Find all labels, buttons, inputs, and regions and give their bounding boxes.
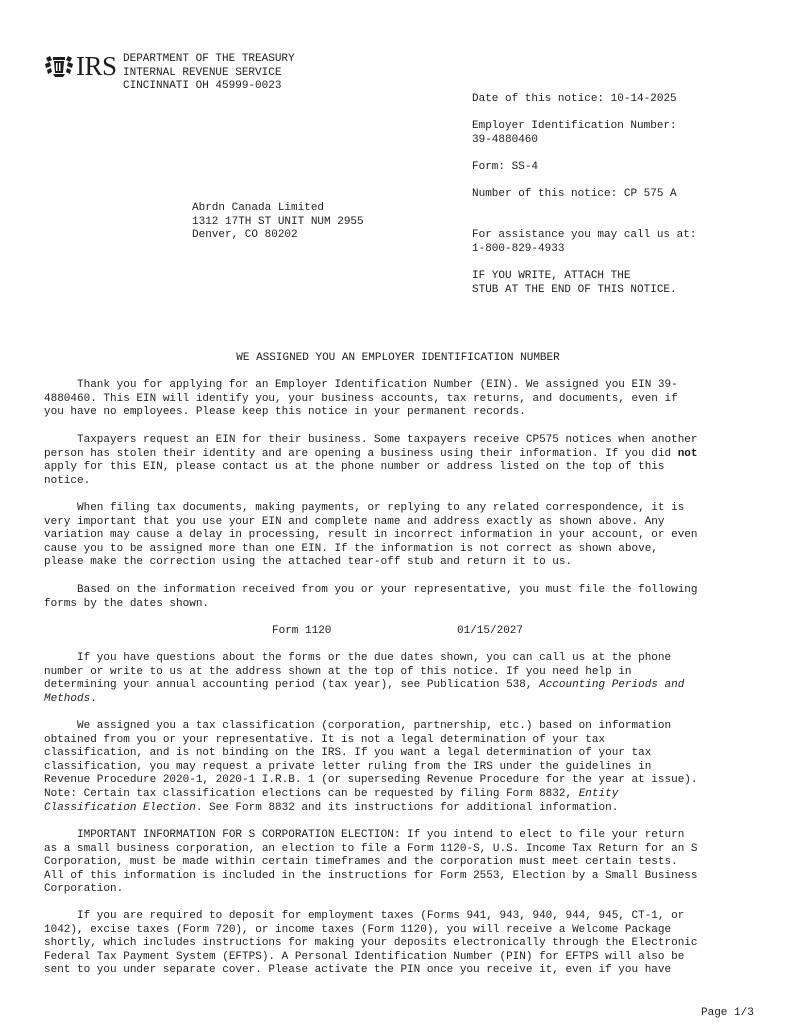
para-line: cause you to be assigned more than one EIN. If the information is not correct as shown above,: [44, 542, 658, 555]
paragraph-ein-assigned: [44, 379, 764, 420]
publication-title: Accounting Periods and: [539, 679, 685, 692]
para-line: IMPORTANT INFORMATION FOR S CORPORATION ELECTION: If you intend to elect to file your return: [44, 829, 685, 841]
para-line: .: [90, 692, 97, 705]
para-line: number or write to us at the address shown at the top of this notice. If you need help in: [44, 665, 632, 678]
notice-date-label: Date of this notice:: [472, 93, 605, 105]
para-line: shortly, which includes instructions for making your deposits electronically through the Electronic: [44, 937, 698, 950]
paragraph-required-forms: [44, 584, 764, 611]
para-line: Corporation.: [44, 883, 124, 896]
recipient-name: Abrdn Canada Limited: [192, 202, 325, 214]
agency-line: DEPARTMENT OF THE TREASURY: [123, 53, 295, 65]
required-form: Form 1120: [272, 625, 332, 637]
para-line: If you are required to deposit for employment taxes (Forms 941, 943, 940, 944, 945, CT-1, or: [44, 910, 685, 922]
required-form-due-date: 01/15/2027: [457, 625, 524, 637]
filing-requirement-row: [272, 625, 331, 639]
para-line: Corporation, must be made within certain timeframes and the corporation must meet certain tests.: [44, 856, 678, 869]
para-line: Thank you for applying for an Employer Identification Number (EIN). We assigned you EIN 39-: [44, 379, 678, 391]
para-line: as a small business corporation, an election to file a Form 1120-S, U.S. Income Tax Return for an S: [44, 842, 698, 855]
para-line: very important that you use your EIN and complete name and address exactly as shown above. Any: [44, 515, 665, 528]
notice-number-block: [472, 188, 677, 202]
para-line: sent to you under separate cover. Please activate the PIN once you receive it, even if you have: [44, 964, 672, 977]
assistance-phone: 1-800-829-4933: [472, 242, 565, 255]
write-line: STUB AT THE END OF THIS NOTICE.: [472, 283, 677, 296]
publication-title: Methods: [44, 692, 91, 705]
para-line: forms by the dates shown.: [44, 597, 210, 610]
para-line: If you have questions about the forms or the due dates shown, you can call us at the phone: [44, 652, 672, 664]
paragraph-tax-classification: [44, 720, 764, 815]
emphasis-not: not: [677, 447, 698, 460]
form-value: SS-4: [511, 161, 539, 173]
recipient-city: Denver, CO 80202: [192, 229, 298, 242]
assistance-label: For assistance you may call us at:: [472, 229, 697, 241]
para-line: Taxpayers request an EIN for their business. Some taxpayers receive CP575 notices when another: [44, 434, 698, 446]
ein-label: Employer Identification Number:: [472, 120, 677, 132]
agency-line: CINCINNATI OH 45999-0023: [123, 80, 282, 93]
recipient-street: 1312 17TH ST UNIT NUM 2955: [192, 215, 364, 228]
page-number: Page 1/3: [701, 1007, 754, 1019]
irs-logo-text: IRS: [76, 51, 117, 81]
paragraph-questions: [44, 652, 764, 706]
paragraph-eftps: [44, 910, 764, 978]
write-instructions: [472, 270, 677, 297]
form-title: Classification Election: [44, 801, 196, 814]
paragraph-s-corporation: [44, 829, 764, 897]
ein-block: [472, 120, 677, 147]
assistance-block: [472, 229, 696, 256]
para-line: notice.: [44, 474, 91, 487]
para-line: please make the correction using the attached tear-off stub and return it to us.: [44, 556, 573, 569]
para-line: classification, and is not binding on the IRS. If you want a legal determination of your tax: [44, 747, 652, 760]
notice-title: WE ASSIGNED YOU AN EMPLOYER IDENTIFICATION NUMBER: [236, 352, 560, 364]
para-line: obtained from you or your representative. It is not a legal determination of your tax: [44, 733, 606, 746]
agency-line: INTERNAL REVENUE SERVICE: [123, 66, 282, 79]
para-line: apply for this EIN, please contact us at the phone number or address listed on the top of this: [44, 461, 665, 474]
para-line: you have no employees. Please keep this notice in your permanent records.: [44, 406, 526, 419]
irs-logo: [44, 52, 117, 80]
para-line: determining your annual accounting period (tax year), see Publication 538,: [44, 679, 540, 692]
para-line: When filing tax documents, making payments, or replying to any related correspondence, it is: [44, 502, 685, 514]
para-line: All of this information is included in the instructions for Form 2553, Election by a Small Business: [44, 869, 698, 882]
para-line: Note: Certain tax classification elections can be requested by filing Form 8832,: [44, 787, 579, 800]
form-title: Entity: [578, 787, 619, 800]
para-line: classification, you may request a private letter ruling from the IRS under the guidelines in: [44, 760, 652, 773]
paragraph-identity-theft: [44, 434, 764, 488]
para-line: variation may cause a delay in processing, result in incorrect information in your account, or even: [44, 529, 698, 542]
para-line: We assigned you a tax classification (corporation, partnership, etc.) based on information: [44, 720, 672, 732]
para-line: Based on the information received from you or your representative, you must file the following: [44, 584, 698, 596]
para-line: . See Form 8832 and its instructions for additional information.: [195, 801, 619, 814]
para-line: 1042), excise taxes (Form 720), or income taxes (Form 1120), you will receive a Welcome Package: [44, 923, 672, 936]
para-line: Federal Tax Payment System (EFTPS). A Personal Identification Number (PIN) for EFTPS will also be: [44, 950, 685, 963]
paragraph-filing-instructions: [44, 502, 764, 570]
notice-date-value: 10-14-2025: [610, 93, 677, 105]
recipient-address: [192, 202, 364, 243]
notice-number-value: CP 575 A: [623, 188, 677, 200]
form-label: Form:: [472, 161, 506, 173]
notice-number-label: Number of this notice:: [472, 188, 618, 200]
agency-address: [123, 53, 295, 94]
ein-value: 39-4880460: [472, 133, 539, 146]
form-block: [472, 161, 538, 175]
notice-date: [472, 93, 677, 107]
para-line: person has stolen their identity and are opening a business using their information. If you did: [44, 447, 678, 460]
irs-eagle-icon: [44, 54, 74, 78]
filing-due-date-cell: [457, 625, 523, 639]
para-line: Revenue Procedure 2020-1, 2020-1 I.R.B. 1 (or superseding Revenue Procedure for the year at issue).: [44, 774, 698, 787]
write-line: IF YOU WRITE, ATTACH THE: [472, 270, 631, 282]
para-line: 4880460. This EIN will identify you, your business accounts, tax returns, and documents, even if: [44, 392, 678, 405]
